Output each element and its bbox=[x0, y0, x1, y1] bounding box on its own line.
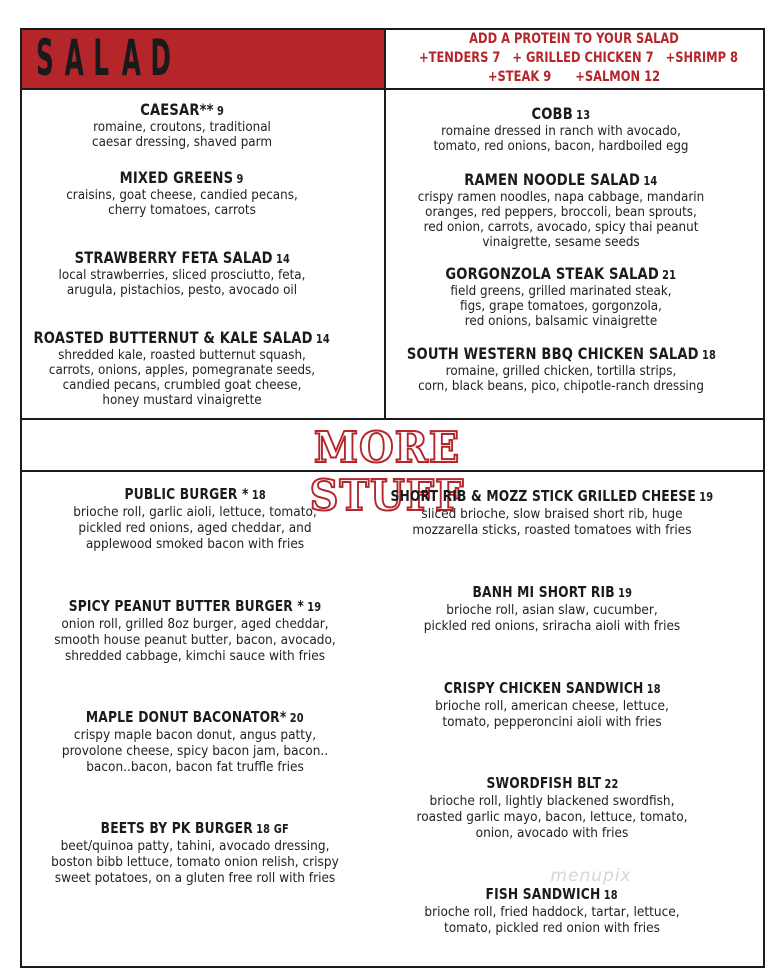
salad-title-letter: A bbox=[64, 29, 84, 87]
menu-item-description: candied pecans, crumbled goat cheese, bbox=[62, 378, 302, 393]
menu-item-description: bacon..bacon, bacon fat truffle fries bbox=[86, 759, 304, 775]
menu-item-description: mozzarella sticks, roasted tomatoes with fries bbox=[412, 522, 692, 538]
menu-item-price: 19 bbox=[699, 490, 714, 504]
menu-item-description: oranges, red peppers, broccoli, bean sprouts, bbox=[425, 205, 697, 220]
menu-item-name bbox=[472, 583, 632, 602]
menu-item-name bbox=[34, 329, 330, 348]
menu-item-price: 21 bbox=[662, 268, 677, 282]
menu-item-description: red onions, balsamic vinaigrette bbox=[464, 314, 658, 329]
menu-item-price: 18 bbox=[251, 488, 266, 502]
menu-item bbox=[0, 168, 382, 218]
menu-item-price: 13 bbox=[576, 108, 591, 122]
menu-item-name bbox=[532, 105, 591, 124]
menu-item-description: boston bibb lettuce, tomato onion relish, crispy bbox=[51, 854, 339, 870]
menu-item bbox=[0, 328, 382, 408]
menu-item-description: romaine dressed in ranch with avocado, bbox=[441, 124, 681, 139]
menu-item-name bbox=[446, 265, 677, 284]
menu-item-price: 18 bbox=[701, 348, 716, 362]
salad-title-letter: S bbox=[36, 29, 54, 87]
menu-item bbox=[0, 100, 382, 150]
menu-item bbox=[361, 264, 761, 329]
menu-item-price: 19 bbox=[307, 600, 322, 614]
menu-item-description: crispy ramen noodles, napa cabbage, mandarin bbox=[417, 190, 705, 205]
menu-item-description: sliced brioche, slow braised short rib, huge bbox=[421, 506, 683, 522]
menu-item-description: field greens, grilled marinated steak, bbox=[450, 284, 672, 299]
divider bbox=[22, 88, 763, 90]
menu-item-description: onion roll, grilled 8oz burger, aged cheddar, bbox=[61, 616, 329, 632]
menu-item-name bbox=[443, 679, 660, 698]
divider bbox=[22, 418, 763, 420]
menu-item-name bbox=[120, 169, 244, 188]
menu-item-description: brioche roll, american cheese, lettuce, bbox=[435, 698, 669, 714]
menu-item-name-text: COBB bbox=[531, 104, 574, 123]
menu-item-name-text: MIXED GREENS bbox=[120, 168, 234, 187]
menu-item-description: tomato, pickled red onion with fries bbox=[443, 920, 660, 936]
menu-item-name-text: CAESAR** bbox=[140, 100, 214, 119]
menu-item-description: figs, grape tomatoes, gorgonzola, bbox=[460, 299, 662, 314]
menu-item-description: romaine, grilled chicken, tortilla strips, bbox=[445, 364, 677, 379]
menu-item-price: 19 bbox=[617, 586, 632, 600]
menu-item bbox=[361, 344, 761, 394]
menu-item-price: 9 bbox=[236, 172, 244, 186]
menu-item-description: shredded kale, roasted butternut squash, bbox=[58, 348, 306, 363]
menu-item-description: red onion, carrots, avocado, spicy thai peanut bbox=[423, 220, 699, 235]
menu-item-name-text: SPICY PEANUT BUTTER BURGER * bbox=[68, 597, 304, 615]
menu-item-description: shredded cabbage, kimchi sauce with fries bbox=[64, 648, 326, 664]
menu-item-name-text: GORGONZOLA STEAK SALAD bbox=[445, 264, 660, 283]
menu-item-name-text: RAMEN NOODLE SALAD bbox=[464, 170, 641, 189]
menu-item bbox=[352, 773, 752, 841]
watermark: menupix bbox=[550, 866, 632, 886]
menu-item-name bbox=[464, 171, 657, 190]
menu-item-description: roasted garlic mayo, bacon, lettuce, tomato, bbox=[416, 809, 688, 825]
menu-item-name-text: PUBLIC BURGER * bbox=[124, 485, 249, 503]
menu-item-description: tomato, red onions, bacon, hardboiled egg bbox=[433, 139, 689, 154]
menu-item-name-text: STRAWBERRY FETA SALAD bbox=[74, 248, 273, 267]
menu-item-name-text: BANH MI SHORT RIB bbox=[472, 583, 615, 601]
menu-item-name bbox=[69, 597, 322, 616]
menu-item-description: caesar dressing, shaved parm bbox=[92, 135, 272, 150]
menu-item-price: 14 bbox=[643, 174, 658, 188]
menu-item-name bbox=[124, 485, 265, 504]
menu-item-description: vinaigrette, sesame seeds bbox=[482, 235, 640, 250]
menu-item bbox=[352, 678, 752, 730]
menu-item-price: 14 bbox=[275, 252, 290, 266]
menu-item-name bbox=[486, 885, 618, 904]
salad-title-letter: L bbox=[93, 29, 109, 87]
menu-item-name-text: MAPLE DONUT BACONATOR* bbox=[86, 708, 287, 726]
protein-options-line: +TENDERS 7 + GRILLED CHICKEN 7 +SHRIMP 8 bbox=[419, 50, 738, 66]
menu-item bbox=[361, 170, 761, 250]
menu-item-name-text: ROASTED BUTTERNUT & KALE SALAD bbox=[33, 328, 313, 347]
menu-item-price: 9 bbox=[216, 104, 224, 118]
menu-item-description: romaine, croutons, traditional bbox=[93, 120, 271, 135]
menu-item-name bbox=[74, 249, 289, 268]
salad-title-letter: D bbox=[150, 29, 171, 87]
menu-item-price: 18 GF bbox=[256, 822, 290, 836]
salad-title bbox=[36, 28, 179, 88]
menu-item-name-text: SHORT RIB & MOZZ STICK GRILLED CHEESE bbox=[390, 487, 697, 505]
menu-item bbox=[0, 818, 395, 886]
menu-item-description: craisins, goat cheese, candied pecans, bbox=[66, 188, 298, 203]
menu-item-description: cherry tomatoes, carrots bbox=[108, 203, 256, 218]
menu-item-description: sweet potatoes, on a gluten free roll with fries bbox=[54, 870, 336, 886]
menu-item-description: provolone cheese, spicy bacon jam, bacon.. bbox=[61, 743, 329, 759]
menu-item-name-text: CRISPY CHICKEN SANDWICH bbox=[443, 679, 644, 697]
menu-item-price: 20 bbox=[289, 711, 304, 725]
salad-title-letter: A bbox=[121, 29, 141, 87]
protein-options-line: +STEAK 9 +SALMON 12 bbox=[487, 69, 661, 85]
menu-item-description: beet/quinoa patty, tahini, avocado dressing, bbox=[60, 838, 330, 854]
protein-header: ADD A PROTEIN TO YOUR SALAD bbox=[469, 31, 679, 47]
menu-item-description: tomato, pepperoncini aioli with fries bbox=[442, 714, 662, 730]
menu-item-name bbox=[140, 101, 224, 120]
menu-item bbox=[0, 484, 395, 552]
menu-item-price: 22 bbox=[603, 777, 618, 791]
more-stuff-title-text: MORE STUFF bbox=[309, 423, 465, 520]
menu-item-name-text: SWORDFISH BLT bbox=[486, 774, 601, 792]
menu-item-name-text: BEETS BY PK BURGER bbox=[100, 819, 254, 837]
menu-item-description: brioche roll, fried haddock, tartar, lettuce, bbox=[424, 904, 680, 920]
menu-item bbox=[352, 884, 752, 936]
menu-item-name-text: FISH SANDWICH bbox=[485, 885, 601, 903]
menu-item-description: brioche roll, lightly blackened swordfish, bbox=[429, 793, 675, 809]
menu-item bbox=[0, 248, 382, 298]
menu-item bbox=[361, 104, 761, 154]
menu-item-name bbox=[486, 774, 618, 793]
menu-item-name bbox=[406, 345, 715, 364]
menu-item-description: smooth house peanut butter, bacon, avocado, bbox=[54, 632, 336, 648]
menu-item-description: pickled red onions, aged cheddar, and bbox=[78, 520, 312, 536]
menu-item-name-text: SOUTH WESTERN BBQ CHICKEN SALAD bbox=[406, 344, 699, 363]
menu-item-description: applewood smoked bacon with fries bbox=[85, 536, 305, 552]
menu-item bbox=[0, 707, 395, 775]
menu-item-description: carrots, onions, apples, pomegranate seeds, bbox=[48, 363, 316, 378]
menu-item-description: brioche roll, asian slaw, cucumber, bbox=[446, 602, 658, 618]
menu-item-price: 14 bbox=[316, 332, 331, 346]
menu-item-description: pickled red onions, sriracha aioli with fries bbox=[423, 618, 681, 634]
menu-item-description: brioche roll, garlic aioli, lettuce, tomato, bbox=[73, 504, 317, 520]
menu-item-description: crispy maple bacon donut, angus patty, bbox=[73, 727, 317, 743]
menu-item-description: honey mustard vinaigrette bbox=[102, 393, 262, 408]
menu-item bbox=[352, 582, 752, 634]
menu-item-price: 18 bbox=[646, 682, 661, 696]
protein-addon-box bbox=[385, 30, 763, 88]
menu-item-name bbox=[86, 708, 304, 727]
menu-item-description: onion, avocado with fries bbox=[475, 825, 629, 841]
menu-item bbox=[352, 486, 752, 538]
menu-item-name bbox=[101, 819, 289, 838]
menu-item-price: 18 bbox=[604, 888, 619, 902]
menu-item-name bbox=[391, 487, 714, 506]
menu-item-description: arugula, pistachios, pesto, avocado oil bbox=[66, 283, 298, 298]
menu-item-description: corn, black beans, pico, chipotle-ranch dressing bbox=[418, 379, 704, 394]
menu-item-description: local strawberries, sliced prosciutto, feta, bbox=[58, 268, 306, 283]
menu-item bbox=[0, 596, 395, 664]
